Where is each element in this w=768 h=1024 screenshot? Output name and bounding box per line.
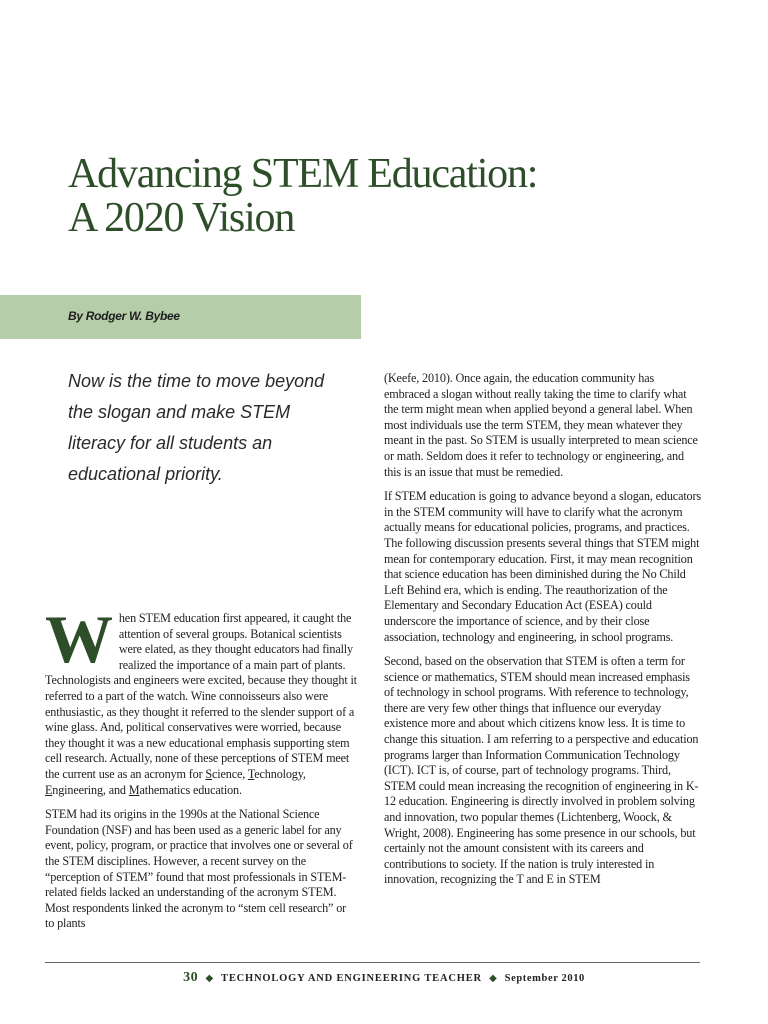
article-title-line1: Advancing STEM Education: [68,151,538,197]
left-paragraph-1-text: hen STEM education first appeared, it caught the attention of several groups. Botanical scientists were elated, as they thought educators had finally realized the importance of a main part of plants. Technologists and engineers were excited, because they thought it referred to a part of the watch. Wine connoisseurs also were enthusiastic, as they thought it referred to the slender support of a wine glass. And, political conservatives were worried, because they thought it was a new educational emphasis supporting stem cell research. Actually, none of these perceptions of STEM meet the current use as an acronym for [45,611,357,781]
author-byline: By Rodger W. Bybee [68,309,180,323]
right-paragraph-2: If STEM education is going to advance beyond a slogan, educators in the STEM community will have to clarify what the acronym actually means for educational policies, programs, and practices. The following discussion presents several things that STEM might mean for contemporary education. First, it may mean recognition that science education has been diminished during the No Child Left Behind era, which is ending. The reauthorization of the Elementary and Secondary Education Act (ESEA) could underscore the importance of science, and by their close association, technology and engineering, in school programs. [384,489,702,644]
acronym-letter-m: M [128,782,140,797]
right-paragraph-3: Second, based on the observation that STEM is often a term for science or mathematics, STEM should mean increased emphasis of technology in school programs. With reference to technology, there are very few other things that influence our everyday existence more and about which citizens know less. It is time to change this situation. I am referring to a perspective and education programs larger than Information Communication Technology (ICT). ICT is, of course, part of technology programs. Third, STEM could mean increasing the recognition of engineering in K-12 education. Engineering is directly involved in problem solving and innovation, two popular themes (Lichtenberg, Woock, & Wright, 2008). Engineering has some presence in our schools, but certainly not the amount consistent with its careers and contributions to society. If the nation is truly interested in innovation, recognizing the T and E in STEM [384,654,699,887]
acronym-word-science: cience, [212,766,248,781]
left-paragraph-2: STEM had its origins in the 1990s at the National Science Foundation (NSF) and has been used as a generic label for any event, policy, program, or practice that involves one or several of the STEM disciplines. However, a recent survey on the “perception of STEM” found that most professionals in STEM-related fields lacked an understanding of the acronym STEM. Most respondents linked the acronym to “stem cell research” or to plants [45,807,353,931]
byline-band [0,295,361,339]
page-footer [0,970,768,986]
article-title [68,152,708,240]
pull-quote: Now is the time to move beyond the slogan and make STEM literacy for all students an educational priority. [68,371,325,484]
journal-name: TECHNOLOGY AND ENGINEERING TEACHER [221,973,482,984]
left-column [45,601,357,941]
right-column [384,371,702,897]
acronym-word-mathematics: athematics education. [139,782,242,797]
diamond-separator-icon: ◆ [205,973,214,984]
footer-rule [45,962,700,963]
page-number: 30 [183,970,199,985]
acronym-word-engineering: ngineering, and [52,782,129,797]
drop-cap: W [45,601,113,677]
acronym-letter-e: E [45,782,53,797]
article-title-line2: A 2020 Vision [68,195,295,241]
acronym-word-technology: echnology, [254,766,306,781]
acronym-letter-s: S [205,766,213,781]
diamond-separator-icon: ◆ [489,973,498,984]
issue-date: September 2010 [504,973,585,984]
left-paragraph-1 [45,601,357,798]
right-paragraph-1: (Keefe, 2010). Once again, the education community has embraced a slogan without really taking the time to clarify what the term might mean when applied beyond a general label. When most individuals use the term STEM, they mean whatever they meant in the past. So STEM is usually interpreted to mean science or math. Seldom does it refer to technology or engineering, and this is an issue that must be remedied. [384,371,698,479]
acronym-letter-t: T [247,766,255,781]
